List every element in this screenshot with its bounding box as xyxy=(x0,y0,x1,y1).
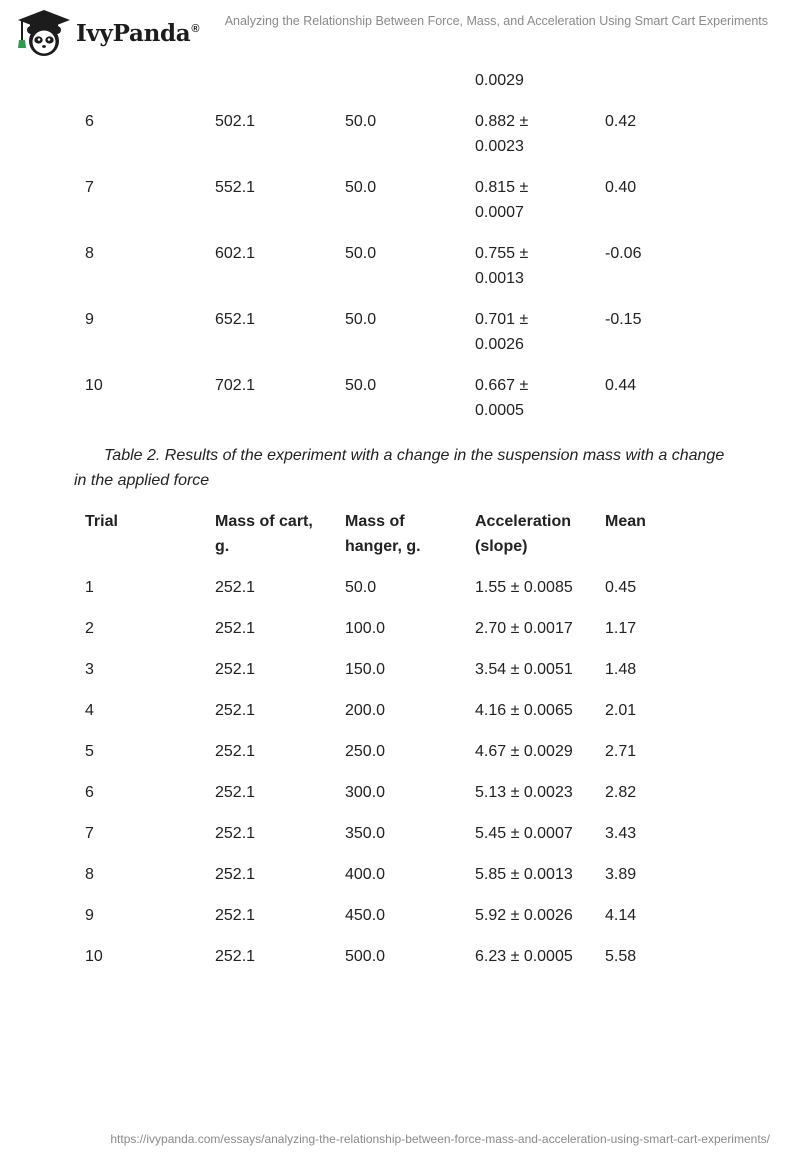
hanger-mass-cell: 50.0 xyxy=(345,377,377,394)
cart-mass-cell: 252.1 xyxy=(215,620,256,637)
mean-cell: 2.82 xyxy=(605,784,637,801)
table-row xyxy=(74,739,734,764)
trial-cell: 7 xyxy=(85,825,94,842)
table-row xyxy=(74,373,734,423)
hanger-mass-cell: 150.0 xyxy=(345,661,386,678)
mean-cell: -0.15 xyxy=(605,311,642,328)
header-hanger-mass: Mass of hanger, g. xyxy=(345,513,421,555)
hanger-mass-cell: 50.0 xyxy=(345,179,377,196)
acceleration-cell: 1.55 ± 0.0085 xyxy=(475,579,573,596)
hanger-mass-cell: 50.0 xyxy=(345,113,377,130)
header-cart-mass: Mass of cart, g. xyxy=(215,513,313,555)
trial-cell: 10 xyxy=(85,948,103,965)
mean-cell: 2.01 xyxy=(605,702,637,719)
trial-cell: 6 xyxy=(85,784,94,801)
document-title: Analyzing the Relationship Between Force, Mass, and Acceleration Using Smart Cart Experiments xyxy=(224,14,768,28)
cart-mass-cell: 252.1 xyxy=(215,743,256,760)
table-row xyxy=(74,657,734,682)
mean-cell: 0.44 xyxy=(605,377,637,394)
mean-cell: 0.40 xyxy=(605,179,637,196)
acceleration-cell: 5.92 ± 0.0026 xyxy=(475,907,573,924)
hanger-mass-cell: 450.0 xyxy=(345,907,386,924)
acceleration-cell: 6.23 ± 0.0005 xyxy=(475,948,573,965)
table-2-caption: Table 2. Results of the experiment with a change in the suspension mass with a change in the applied force xyxy=(74,447,725,489)
header-acceleration: Acceleration (slope) xyxy=(475,513,572,555)
mean-cell: 1.17 xyxy=(605,620,637,637)
cart-mass-cell: 252.1 xyxy=(215,702,256,719)
trial-cell: 10 xyxy=(85,377,103,394)
trial-cell: 5 xyxy=(85,743,94,760)
ivypanda-logo[interactable] xyxy=(14,8,199,58)
hanger-mass-cell: 200.0 xyxy=(345,702,386,719)
acceleration-cell: 4.67 ± 0.0029 xyxy=(475,743,573,760)
table-row xyxy=(74,616,734,641)
cart-mass-cell: 552.1 xyxy=(215,179,256,196)
trial-cell: 7 xyxy=(85,179,94,196)
cart-mass-cell: 702.1 xyxy=(215,377,256,394)
document-body xyxy=(74,68,734,985)
table-row-continued xyxy=(74,68,734,93)
table-row xyxy=(74,175,734,225)
mean-cell: -0.06 xyxy=(605,245,642,262)
acceleration-cell: 0.701 ± 0.0026 xyxy=(475,311,529,353)
table-row xyxy=(74,109,734,159)
trial-cell: 9 xyxy=(85,907,94,924)
cart-mass-cell: 602.1 xyxy=(215,245,256,262)
mean-cell: 4.14 xyxy=(605,907,637,924)
table-row xyxy=(74,307,734,357)
acceleration-cell: 4.16 ± 0.0065 xyxy=(475,702,573,719)
hanger-mass-cell: 250.0 xyxy=(345,743,386,760)
trial-cell: 9 xyxy=(85,311,94,328)
trial-cell: 4 xyxy=(85,702,94,719)
hanger-mass-cell: 300.0 xyxy=(345,784,386,801)
cart-mass-cell: 252.1 xyxy=(215,579,256,596)
acceleration-cell: 0.0029 xyxy=(475,72,524,89)
table-2 xyxy=(74,509,734,969)
cart-mass-cell: 252.1 xyxy=(215,907,256,924)
hanger-mass-cell: 100.0 xyxy=(345,620,386,637)
cart-mass-cell: 502.1 xyxy=(215,113,256,130)
acceleration-cell: 5.13 ± 0.0023 xyxy=(475,784,573,801)
table-row xyxy=(74,903,734,928)
acceleration-cell: 2.70 ± 0.0017 xyxy=(475,620,573,637)
table-row xyxy=(74,862,734,887)
cart-mass-cell xyxy=(215,68,345,93)
hanger-mass-cell: 350.0 xyxy=(345,825,386,842)
hanger-mass-cell: 50.0 xyxy=(345,579,377,596)
brand-name: IvyPanda® xyxy=(76,19,200,47)
hanger-mass-cell: 50.0 xyxy=(345,245,377,262)
hanger-mass-cell: 400.0 xyxy=(345,866,386,883)
mean-cell: 3.43 xyxy=(605,825,637,842)
acceleration-cell: 5.85 ± 0.0013 xyxy=(475,866,573,883)
mean-cell: 0.42 xyxy=(605,113,637,130)
table-row xyxy=(74,698,734,723)
trial-cell: 1 xyxy=(85,579,94,596)
page-header xyxy=(0,0,800,64)
table-header-row xyxy=(74,509,734,559)
registered-mark: ® xyxy=(191,22,200,35)
trial-cell: 6 xyxy=(85,113,94,130)
cart-mass-cell: 252.1 xyxy=(215,784,256,801)
acceleration-cell: 0.667 ± 0.0005 xyxy=(475,377,529,419)
trial-cell: 8 xyxy=(85,245,94,262)
acceleration-cell: 3.54 ± 0.0051 xyxy=(475,661,573,678)
hanger-mass-cell: 500.0 xyxy=(345,948,386,965)
mean-cell: 2.71 xyxy=(605,743,637,760)
cart-mass-cell: 252.1 xyxy=(215,948,256,965)
cart-mass-cell: 252.1 xyxy=(215,661,256,678)
table-row xyxy=(74,944,734,969)
table-row xyxy=(74,780,734,805)
hanger-mass-cell xyxy=(345,68,475,93)
acceleration-cell: 0.882 ± 0.0023 xyxy=(475,113,529,155)
mean-cell: 3.89 xyxy=(605,866,637,883)
table-1-continued xyxy=(74,68,734,423)
mean-cell xyxy=(605,68,725,93)
header-mean: Mean xyxy=(605,513,646,530)
mean-cell: 1.48 xyxy=(605,661,637,678)
table-row xyxy=(74,821,734,846)
cart-mass-cell: 252.1 xyxy=(215,866,256,883)
header-trial: Trial xyxy=(85,513,118,530)
acceleration-cell: 5.45 ± 0.0007 xyxy=(475,825,573,842)
trial-cell: 8 xyxy=(85,866,94,883)
trial-cell xyxy=(85,68,215,93)
cart-mass-cell: 252.1 xyxy=(215,825,256,842)
panda-graduate-icon xyxy=(14,8,74,58)
hanger-mass-cell: 50.0 xyxy=(345,311,377,328)
trial-cell: 2 xyxy=(85,620,94,637)
trial-cell: 3 xyxy=(85,661,94,678)
source-url[interactable]: https://ivypanda.com/essays/analyzing-the-relationship-between-force-mass-and-acceleration-using-smart-cart-experiments/ xyxy=(110,1132,770,1146)
acceleration-cell: 0.815 ± 0.0007 xyxy=(475,179,529,221)
cart-mass-cell: 652.1 xyxy=(215,311,256,328)
table-row xyxy=(74,575,734,600)
acceleration-cell: 0.755 ± 0.0013 xyxy=(475,245,529,287)
mean-cell: 5.58 xyxy=(605,948,637,965)
table-row xyxy=(74,241,734,291)
mean-cell: 0.45 xyxy=(605,579,637,596)
